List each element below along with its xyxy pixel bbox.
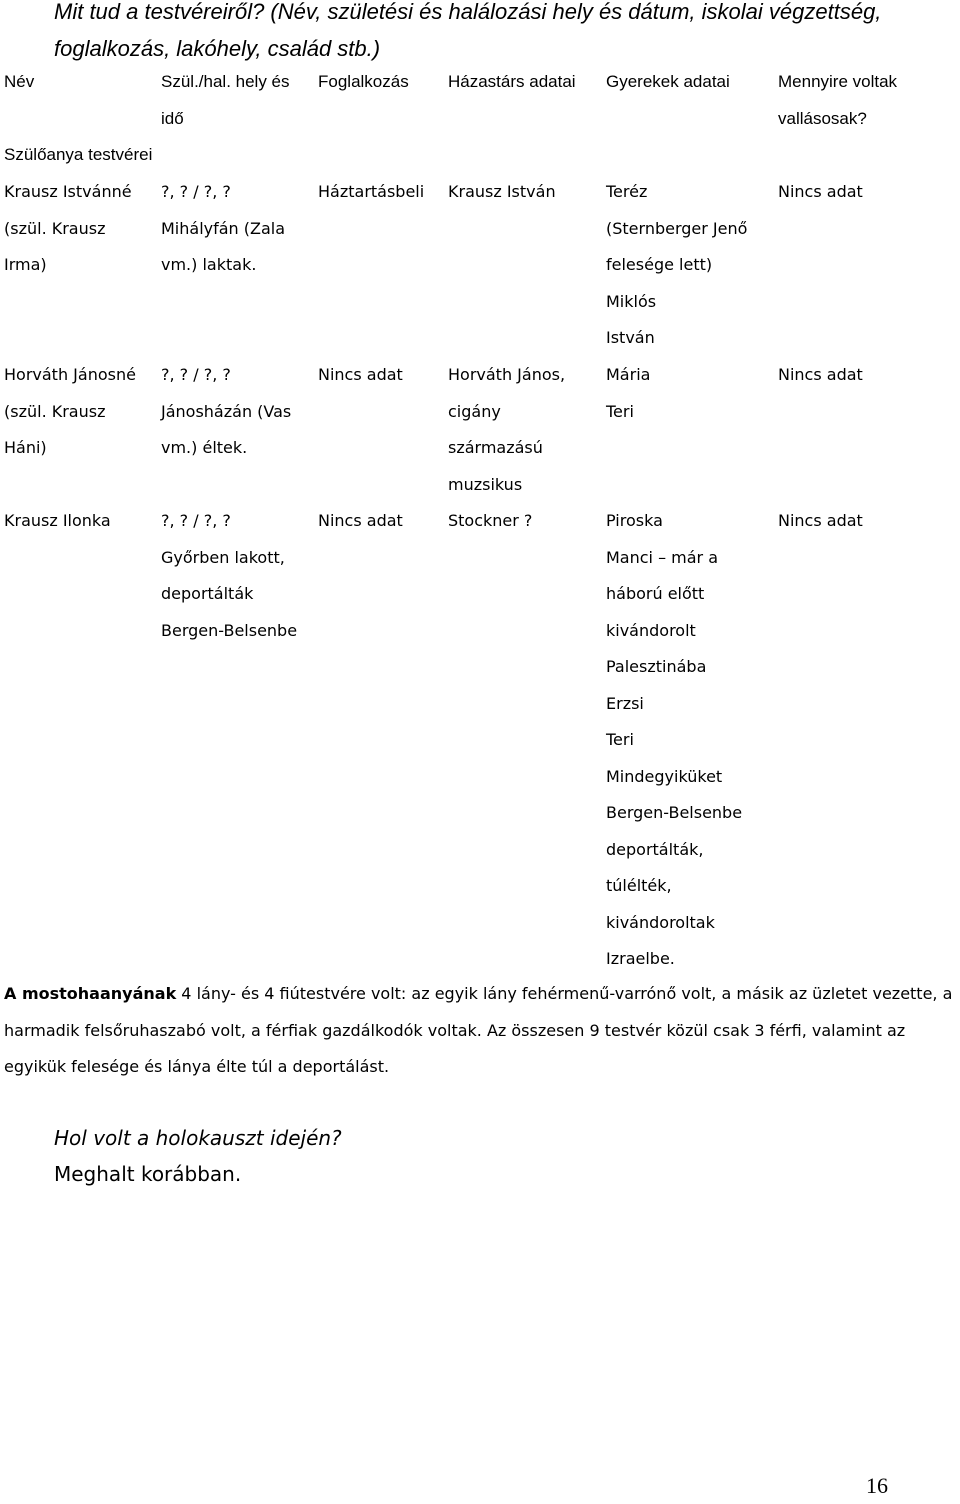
table-cell: Horváth János, cigány származású muzsikus <box>448 365 566 494</box>
question-title: Mit tud a testvéreiről? (Név, születési és halálozási hely és dátum, iskolai végzettség, foglalkozás, lakóhely, család stb.) <box>54 0 882 61</box>
table-cell: ?, ? / ?, ? Mihályfán (Zala vm.) laktak. <box>161 182 286 274</box>
table-cell: Nincs adat <box>318 365 403 384</box>
header-vallasos: Mennyire voltak vallásosak? <box>778 72 898 128</box>
page-number: 16 <box>866 1473 888 1498</box>
table-cell: Piroska Manci – már a háború előtt kivándorolt Palesztinába Erzsi Teri Mindegyiküket Bergen-Belsenbe deportálták, túlélték, kivándoroltak Izraelbe. <box>606 511 743 968</box>
table-cell: Nincs adat <box>778 182 863 201</box>
header-foglalkozas: Foglalkozás <box>318 72 409 91</box>
stepmother-siblings-paragraph <box>4 976 960 1086</box>
table-cell: Nincs adat <box>778 511 863 530</box>
table-cell: Stockner ? <box>448 511 533 530</box>
table-cell: Háztartásbeli <box>318 182 425 201</box>
table-cell: Teréz (Sternberger Jenő felesége lett) Miklós István <box>606 182 748 347</box>
header-szul-hal: Szül./hal. hely és idő <box>161 72 290 128</box>
table-cell: Mária Teri <box>606 365 651 421</box>
table-cell: Nincs adat <box>318 511 403 530</box>
table-cell: ?, ? / ?, ? Jánosházán (Vas vm.) éltek. <box>161 365 292 457</box>
table-cell: ?, ? / ?, ? Győrben lakott, deportálták Bergen-Belsenbe <box>161 511 298 640</box>
holocaust-answer: Meghalt korábban. <box>54 1162 242 1186</box>
section-title: Szülőanya testvérei <box>4 145 153 164</box>
paragraph-bold-lead: A mostohaanyának <box>4 984 177 1003</box>
header-nev: Név <box>4 72 35 91</box>
table-cell: Horváth Jánosné (szül. Krausz Háni) <box>4 365 136 457</box>
table-cell: Nincs adat <box>778 365 863 384</box>
header-gyerekek: Gyerekek adatai <box>606 72 730 91</box>
header-hazastars: Házastárs adatai <box>448 72 576 91</box>
paragraph-text: 4 lány- és 4 fiútestvére volt: az egyik lány fehérmenű-varrónő volt, a másik az üzletet vezette, a harmadik felsőruhaszabó volt, a férfiak gazdálkodók voltak. Az összesen 9 testvér közül csak 3 férfi, valamint az egyikük felesége és lánya élte túl a deportálást. <box>4 984 953 1076</box>
table-cell: Krausz Istvánné (szül. Krausz Irma) <box>4 182 132 274</box>
table-cell: Krausz István <box>448 182 556 201</box>
table-cell: Krausz Ilonka <box>4 511 111 530</box>
holocaust-question: Hol volt a holokauszt idején? <box>54 1126 342 1150</box>
